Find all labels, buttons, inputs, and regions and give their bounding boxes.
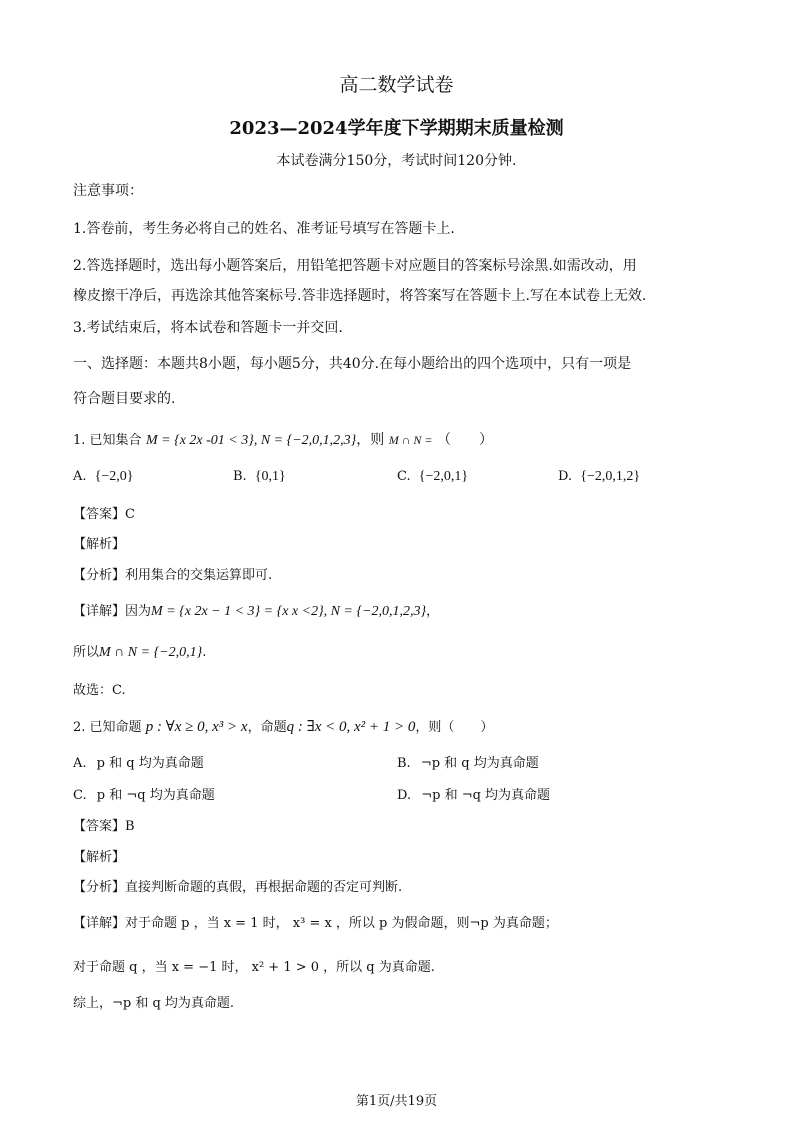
conclusion-math: M ∩ N = {−2,0,1} [99,645,203,660]
question-1-option-c [397,467,468,487]
question-2-detail-1: 【详解】对于命题 p ，当 x = 1 时， x³ = x ，所以 p 为假命题，则¬p 为真命题； [73,916,558,931]
option-label: C. [73,788,87,803]
question-1-conclusion [73,643,206,663]
option-label: C. [397,469,411,484]
question-2-stem [73,717,493,738]
option-label: B. [397,756,411,771]
question-1-stem [73,430,493,451]
detail-suffix: ， [426,604,440,619]
option-value: {−2,0,1,2} [580,469,641,484]
question-1-detail [73,602,439,622]
section-heading-line-1: 一、选择题：本题共8小题，每小题5分，共40分.在每小题给出的四个选项中，只有一项是 [73,356,632,372]
notes-item-2-line-2: 橡皮擦干净后，再选涂其他答案标号.答非选择题时，将答案写在答题卡上.写在本试卷上无效. [73,288,647,304]
question-1-math-2: M ∩ N = [388,433,433,447]
option-label: D. [397,788,412,803]
option-value: {0,1} [254,469,286,484]
question-2-detail-2: 对于命题 q ，当 x = −1 时， x² + 1 > 0 ，所以 q 为真命题. [73,960,435,975]
question-2-analysis: 【分析】直接判断命题的真假，再根据命题的否定可判断. [73,880,403,895]
exam-subtitle: 2023—2024学年度下学期期末质量检测 [229,118,564,139]
question-1-math: M = {x 2x -01 < 3}, N = {−2,0,1,2,3} [146,433,357,448]
question-2-mid: ，命题 [247,720,287,735]
detail-math: M = {x 2x − 1 < 3} = {x x <2}, N = {−2,0,1,2,3} [151,604,427,619]
option-value: ¬p 和 ¬q 均为真命题 [421,788,551,803]
question-2-prefix: 2. 已知命题 [73,720,142,735]
conclusion-prefix: 所以 [73,645,100,660]
question-2-option-d [397,786,550,806]
option-label: A. [73,756,87,771]
option-label: D. [558,469,573,484]
question-1-option-d [558,467,640,487]
conclusion-suffix: . [202,645,207,660]
detail-prefix: 【详解】因为 [73,604,152,619]
exam-title: 高二数学试卷 [339,74,454,96]
option-label: B. [233,469,247,484]
question-2-suffix: ，则（ ） [415,720,494,735]
question-1-choice: 故选：C. [73,683,126,698]
notes-item-1: 1.答卷前，考生务必将自己的姓名、准考证号填写在答题卡上. [73,221,455,237]
question-1-prefix: 1. 已知集合 [73,433,142,448]
question-1-option-a [73,467,134,487]
option-value: p 和 ¬q 均为真命题 [96,788,215,803]
question-1-suffix: ，则 [356,432,385,448]
option-value: ¬p 和 q 均为真命题 [420,756,539,771]
question-2-answer: 【答案】B [73,819,135,834]
option-label: A. [73,469,87,484]
option-value: {−2,0} [94,469,134,484]
question-2-option-b [397,754,539,774]
page-number: 第1页/共19页 [355,1094,438,1109]
question-2-proposition-p: p : ∀x ≥ 0, x³ > x [145,719,248,735]
option-value: {−2,0,1} [418,469,469,484]
notes-item-3: 3.考试结束后，将本试卷和答题卡一并交回. [73,320,343,336]
exam-info: 本试卷满分150分，考试时间120分钟. [276,153,517,169]
option-value: p 和 q 均为真命题 [96,756,204,771]
question-2-option-c [73,786,215,806]
question-2-proposition-q: q : ∃x < 0, x² + 1 > 0 [286,719,416,735]
notes-heading: 注意事项： [73,183,143,199]
question-1-analysis: 【分析】利用集合的交集运算即可. [73,568,273,583]
question-2-analysis-heading: 【解析】 [73,850,126,865]
question-2-detail-3: 综上，¬p 和 q 均为真命题. [73,996,235,1011]
section-heading-line-2: 符合题目要求的. [73,391,176,407]
question-1-paren: （ ） [436,432,493,448]
question-1-answer: 【答案】C [73,507,135,522]
notes-item-2-line-1: 2.答选择题时，选出每小题答案后，用铅笔把答题卡对应题目的答案标号涂黑.如需改动，用 [73,258,637,274]
question-1-option-b [233,467,286,487]
question-1-analysis-heading: 【解析】 [73,537,126,552]
question-2-option-a [73,754,204,774]
